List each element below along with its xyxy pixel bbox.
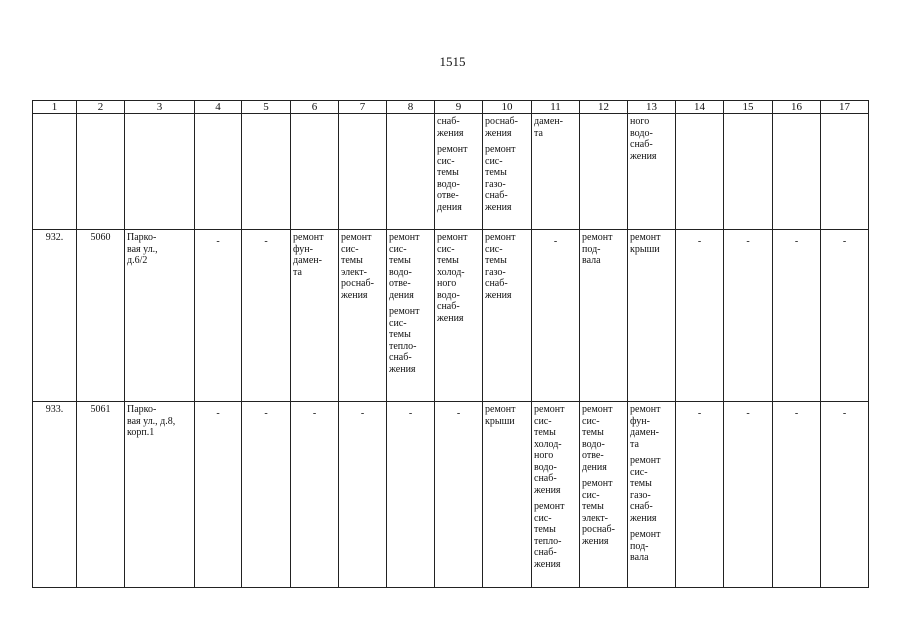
- table-cell: -: [724, 230, 773, 402]
- work-item: ремонт под- вала: [630, 529, 661, 563]
- work-item: ремонт сис- темы водо- отве- дения: [437, 144, 468, 213]
- table-cell: -: [387, 402, 435, 588]
- work-item: дамен- та: [534, 116, 563, 139]
- column-number: 15: [724, 101, 773, 114]
- table-row-933: [33, 402, 869, 588]
- column-number: 9: [435, 101, 483, 114]
- table-cell: [291, 114, 339, 230]
- work-item: ремонт сис- темы тепло- снаб- жения: [389, 306, 420, 375]
- table-cell: [242, 114, 291, 230]
- table-cell: [580, 114, 628, 230]
- work-item: ремонт крыши: [485, 404, 516, 427]
- column-number: 4: [195, 101, 242, 114]
- table-cell: [435, 230, 483, 402]
- table-cell: [483, 402, 532, 588]
- table-cell: -: [242, 230, 291, 402]
- table-cell: [77, 114, 125, 230]
- building-code: 5060: [77, 230, 125, 402]
- table-cell: [291, 230, 339, 402]
- column-number: 16: [773, 101, 821, 114]
- table-cell: [339, 114, 387, 230]
- work-item: ремонт фун- дамен- та: [293, 232, 324, 278]
- work-item: ремонт сис- темы газо- снаб- жения: [485, 232, 516, 301]
- column-number: 3: [125, 101, 195, 114]
- work-item: ного водо- снаб- жения: [630, 116, 657, 162]
- table-cell: [628, 114, 676, 230]
- table-cell: -: [676, 402, 724, 588]
- page-number: 1515: [439, 54, 466, 69]
- table-cell: -: [291, 402, 339, 588]
- column-number: 17: [821, 101, 869, 114]
- table-row-932: [33, 230, 869, 402]
- table-cell: [125, 114, 195, 230]
- column-number: 14: [676, 101, 724, 114]
- table-cell: [773, 114, 821, 230]
- work-item: ремонт сис- темы элект- роснаб- жения: [582, 478, 615, 547]
- column-number: 10: [483, 101, 532, 114]
- table-cell: [580, 230, 628, 402]
- table-cell: -: [195, 230, 242, 402]
- table-cell: [580, 402, 628, 588]
- table-cell: [628, 402, 676, 588]
- work-item: ремонт сис- темы газо- снаб- жения: [485, 144, 516, 213]
- table-cell: -: [195, 402, 242, 588]
- table-cell: -: [773, 402, 821, 588]
- row-number: 932.: [33, 230, 77, 402]
- column-number: 5: [242, 101, 291, 114]
- repair-schedule-table: [32, 100, 869, 588]
- table-cell: [821, 114, 869, 230]
- column-number: 7: [339, 101, 387, 114]
- table-cell: -: [532, 230, 580, 402]
- address: Парко- вая ул., д.8, корп.1: [125, 402, 195, 588]
- work-item: ремонт фун- дамен- та: [630, 404, 661, 450]
- table-cell: [676, 114, 724, 230]
- column-number: 1: [33, 101, 77, 114]
- table-cell: [483, 230, 532, 402]
- work-item: роснаб- жения: [485, 116, 518, 139]
- table-cell: [483, 114, 532, 230]
- work-item: ремонт крыши: [630, 232, 661, 255]
- address: Парко- вая ул., д.6/2: [125, 230, 195, 402]
- column-number: 2: [77, 101, 125, 114]
- table-cell: [724, 114, 773, 230]
- work-item: ремонт сис- темы водо- отве- дения: [582, 404, 613, 473]
- table-cell: -: [821, 230, 869, 402]
- table-cell: [33, 114, 77, 230]
- table-cell: [387, 114, 435, 230]
- continuation-row: [33, 114, 869, 230]
- table-cell: [387, 230, 435, 402]
- work-item: ремонт сис- темы водо- отве- дения: [389, 232, 420, 301]
- table-cell: [532, 114, 580, 230]
- table-cell: [628, 230, 676, 402]
- work-item: ремонт сис- темы тепло- снаб- жения: [534, 501, 565, 570]
- table-cell: -: [724, 402, 773, 588]
- table-cell: [435, 114, 483, 230]
- building-code: 5061: [77, 402, 125, 588]
- table-cell: -: [821, 402, 869, 588]
- table-cell: [532, 402, 580, 588]
- work-item: снаб- жения: [437, 116, 464, 139]
- column-number: 6: [291, 101, 339, 114]
- column-number: 13: [628, 101, 676, 114]
- row-number: 933.: [33, 402, 77, 588]
- table-cell: -: [773, 230, 821, 402]
- column-number: 11: [532, 101, 580, 114]
- column-number-row: [33, 101, 869, 114]
- table-cell: -: [339, 402, 387, 588]
- column-number: 8: [387, 101, 435, 114]
- column-number: 12: [580, 101, 628, 114]
- table-cell: [195, 114, 242, 230]
- work-item: ремонт сис- темы холод- ного водо- снаб- жения: [534, 404, 565, 496]
- work-item: ремонт под- вала: [582, 232, 613, 266]
- work-item: ремонт сис- темы газо- снаб- жения: [630, 455, 661, 524]
- table-cell: -: [242, 402, 291, 588]
- table-cell: [339, 230, 387, 402]
- work-item: ремонт сис- темы элект- роснаб- жения: [341, 232, 374, 301]
- table-cell: -: [676, 230, 724, 402]
- work-item: ремонт сис- темы холод- ного водо- снаб- жения: [437, 232, 468, 324]
- table-cell: -: [435, 402, 483, 588]
